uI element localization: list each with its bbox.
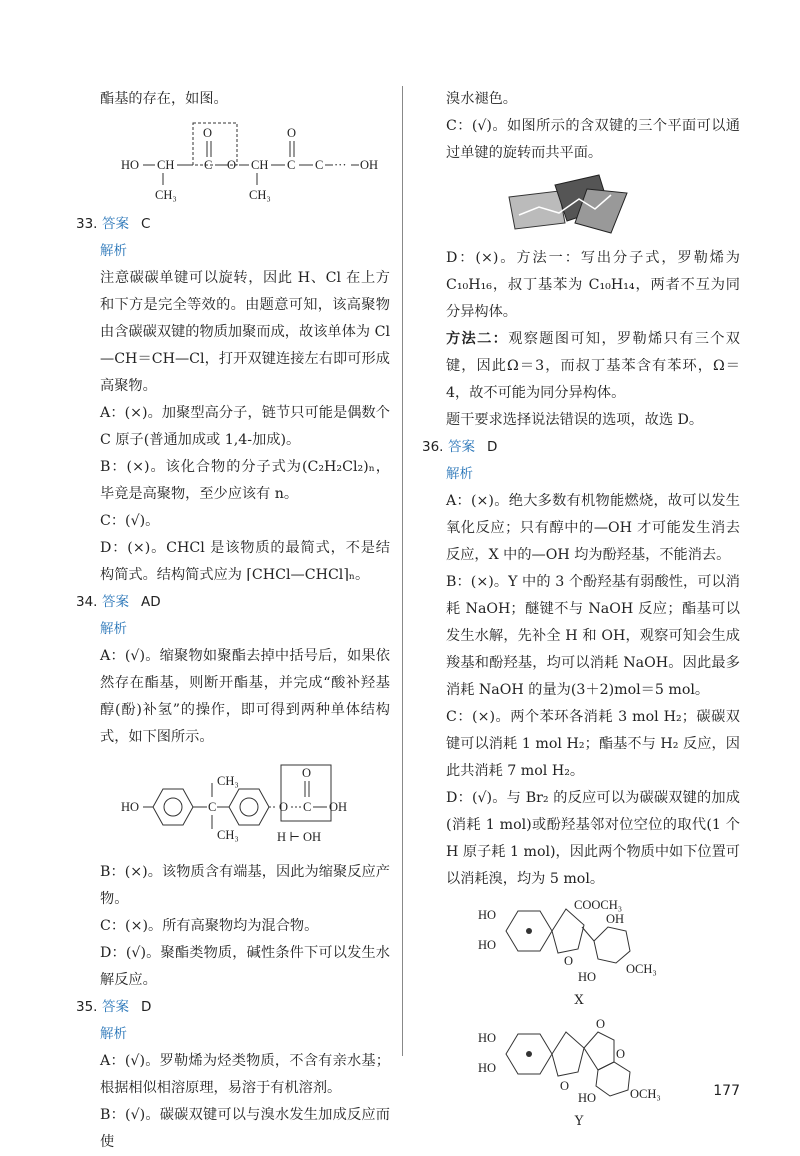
- svg-text:O: O: [564, 954, 574, 968]
- q33-para-4: C：(√)。: [100, 513, 160, 529]
- right-column: [418, 86, 740, 1135]
- q36-para-4: D：(√)。与 Br₂ 的反应可以为碳碳双键的加成(消耗 1 mol)或酚羟基邻对位空位的取代(1 个 H 原子耗 1 mol)，因此两个物质中如下位置可以消耗溴，均为 5 mol。: [446, 790, 740, 887]
- svg-text:···: ···: [334, 158, 347, 172]
- q35-para-2: B：(√)。碳碳双键可以与溴水发生加成反应而使: [100, 1107, 390, 1150]
- q34-para-2: B：(×)。该物质含有端基，因此为缩聚反应产物。: [100, 864, 390, 907]
- svg-text:CH₃: CH₃: [217, 774, 239, 788]
- svg-text:HO: HO: [478, 1031, 497, 1045]
- svg-text:C: C: [303, 800, 312, 814]
- q34-analysis-label: 解析: [100, 621, 127, 637]
- svg-text:CH₃: CH₃: [155, 188, 177, 202]
- q35-answer-line: 35. 答案 D: [76, 999, 152, 1015]
- svg-text:HO: HO: [478, 938, 497, 952]
- svg-text:H ⊢ OH: H ⊢ OH: [277, 830, 322, 844]
- compound-y-figure: [474, 1018, 684, 1104]
- svg-text:O: O: [279, 800, 289, 814]
- svg-text:COOCH₃: COOCH₃: [574, 898, 623, 912]
- svg-text:C: C: [315, 158, 324, 172]
- svg-text:CH₃: CH₃: [217, 828, 239, 842]
- q34-para-1: A：(√)。缩聚物如聚酯去掉中括号后，如果依然存在酯基，则断开酯基，并完成“酸补羟基醇(酚)补氢”的操作，即可得到两种单体结构式，如下图所示。: [100, 648, 390, 745]
- fig1-ho: HO: [121, 158, 140, 172]
- q35-analysis-label: 解析: [100, 1026, 127, 1042]
- svg-text:HO: HO: [478, 908, 497, 922]
- svg-text:O: O: [302, 766, 312, 780]
- svg-text:HO: HO: [578, 970, 597, 983]
- method-two: 方法二：观察题图可知，罗勒烯只有三个双键，因此Ω＝3，而叔丁基苯含有苯环，Ω＝4，故不可能为同分异构体。: [446, 331, 740, 401]
- q34-para-4: D：(√)。聚酯类物质，碱性条件下可以发生水解反应。: [100, 945, 390, 988]
- svg-text:C: C: [287, 158, 296, 172]
- svg-text:O: O: [203, 126, 213, 140]
- q33-para-5: D：(×)。CHCl 是该物质的最简式，不是结构简式。结构简式应为 ⌈CHCl—CHCl⌉ₙ。: [100, 540, 390, 583]
- svg-text:OCH₃: OCH₃: [630, 1087, 661, 1101]
- svg-text:HO: HO: [121, 800, 140, 814]
- compound-x-label: X: [574, 993, 584, 1008]
- svg-text:HO: HO: [578, 1091, 597, 1104]
- q36-para-3: C：(×)。两个苯环各消耗 3 mol H₂；碳碳双键可以消耗 1 mol H₂；酯基不与 H₂ 反应，因此共消耗 7 mol H₂。: [446, 709, 740, 779]
- svg-text:O: O: [287, 126, 297, 140]
- svg-text:CH₃: CH₃: [249, 188, 271, 202]
- q33-analysis-label: 解析: [100, 243, 127, 259]
- q33-para-3: B：(×)。该化合物的分子式为(C₂H₂Cl₂)ₙ，毕竟是高聚物，至少应该有 n。: [100, 459, 390, 502]
- svg-text:OH: OH: [329, 800, 348, 814]
- svg-text:O: O: [616, 1047, 626, 1061]
- svg-text:C: C: [204, 158, 213, 172]
- svg-text:O: O: [560, 1079, 570, 1093]
- q36-answer-line: 36. 答案 D: [422, 439, 498, 455]
- svg-text:CH: CH: [157, 158, 175, 172]
- q35-d-para: D：(×)。方法一：写出分子式，罗勒烯为 C₁₀H₁₆，叔丁基苯为 C₁₀H₁₄，两者不互为同分异构体。: [446, 250, 740, 320]
- intro-text: 酯基的存在，如图。: [100, 91, 228, 107]
- q33-answer-line: 33. 答案 C: [76, 216, 151, 232]
- compound-x-figure: [474, 897, 684, 983]
- svg-text:O: O: [596, 1018, 606, 1031]
- column-divider: [402, 86, 403, 1056]
- svg-text:CH: CH: [251, 158, 269, 172]
- svg-text:O: O: [227, 158, 237, 172]
- page-number: 177: [713, 1083, 740, 1099]
- svg-text:C: C: [208, 800, 217, 814]
- svg-text:OH: OH: [606, 912, 625, 926]
- q36-para-1: A：(×)。绝大多数有机物能燃烧，故可以发生氧化反应；只有醇中的—OH 才可能发生消去反应，X 中的—OH 均为酚羟基，不能消去。: [446, 493, 740, 563]
- q33-para-1: 注意碳碳单键可以旋转，因此 H、Cl 在上方和下方是完全等效的。由题意可知，该高聚物由含碳碳双键的物质加聚而成，故该单体为 Cl—CH＝CH—Cl，打开双键连接左右即可形成高聚物。: [100, 270, 390, 394]
- q35-conclusion: 题干要求选择说法错误的选项，故选 D。: [446, 412, 704, 428]
- q34-answer-line: 34. 答案 AD: [76, 594, 161, 610]
- svg-text:OH: OH: [360, 158, 379, 172]
- svg-text:HO: HO: [478, 1061, 497, 1075]
- q33-para-2: A：(×)。加聚型高分子，链节只可能是偶数个 C 原子(普通加成或 1,4-加成)。: [100, 405, 390, 448]
- compound-y-label: Y: [574, 1114, 584, 1129]
- ester-structure-figure: [81, 117, 381, 207]
- q36-analysis-label: 解析: [446, 466, 473, 482]
- continued-text: 溴水褪色。: [446, 91, 517, 107]
- bisphenol-structure-figure: [81, 755, 381, 855]
- left-column: [72, 86, 390, 1156]
- q34-para-3: C：(×)。所有高聚物均为混合物。: [100, 918, 319, 934]
- q36-para-2: B：(×)。Y 中的 3 个酚羟基有弱酸性，可以消耗 NaOH；醚键不与 NaOH 反应；酯基可以发生水解，先补全 H 和 OH，观察可知会生成羧基和酚羟基，均可以消耗 NaOH。因此最多消耗 NaOH 的量为(3＋2)mol＝5 mol。: [446, 574, 740, 698]
- svg-text:OCH₃: OCH₃: [626, 962, 657, 976]
- q35-para-1: A：(√)。罗勒烯为烃类物质，不含有亲水基；根据相似相溶原理，易溶于有机溶剂。: [100, 1053, 390, 1096]
- q35-c-para: C：(√)。如图所示的含双键的三个平面可以通过单键的旋转而共平面。: [446, 118, 740, 161]
- ocimene-plane-figure: [499, 171, 659, 241]
